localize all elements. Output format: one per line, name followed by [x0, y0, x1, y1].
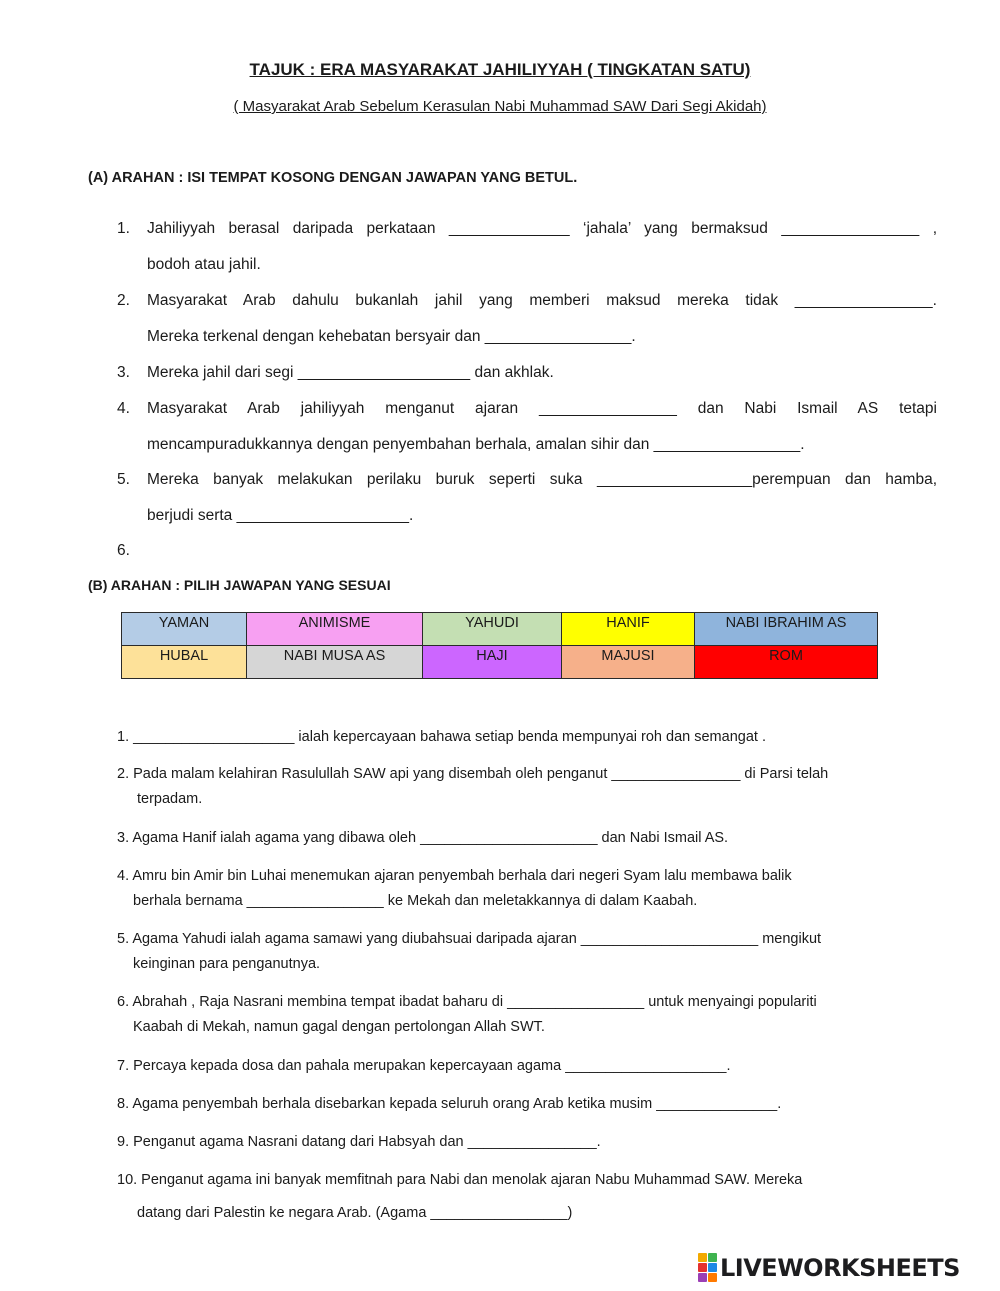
section-b-line: berhala bernama _________________ ke Mekah dan meletakkannya di dalam Kaabah. [133, 893, 698, 909]
section-b-line: 6. Abrahah , Raja Nasrani membina tempat ibadat baharu di _________________ untuk menyaingi populariti [117, 994, 817, 1010]
liveworksheets-logo [698, 1253, 960, 1282]
question-number: 4. [117, 400, 130, 417]
logo-tile [708, 1273, 717, 1282]
logo-tile [698, 1263, 707, 1272]
section-b-heading: (B) ARAHAN : PILIH JAWAPAN YANG SESUAI [88, 577, 391, 593]
answer-cell: MAJUSI [562, 646, 695, 679]
section-b-line: 4. Amru bin Amir bin Luhai menemukan ajaran penyembah berhala dari negeri Syam lalu membawa balik [117, 868, 792, 884]
section-a-line: Mereka banyak melakukan perilaku buruk seperti suka __________________perempuan dan hamba, [147, 471, 937, 488]
answer-cell: YAHUDI [423, 613, 562, 646]
page-subtitle: ( Masyarakat Arab Sebelum Kerasulan Nabi Muhammad SAW Dari Segi Akidah) [233, 98, 767, 115]
section-a-line: Jahiliyyah berasal daripada perkataan ______________ ‘jahala’ yang bermaksud ________________ , [147, 220, 937, 237]
section-b-line: 10. Penganut agama ini banyak memfitnah para Nabi dan menolak ajaran Nabu Muhammad SAW. Mereka [117, 1172, 803, 1188]
question-number: 2. [117, 292, 130, 309]
answer-cell: HUBAL [122, 646, 247, 679]
section-a-heading: (A) ARAHAN : ISI TEMPAT KOSONG DENGAN JAWAPAN YANG BETUL. [88, 170, 578, 186]
section-b-line: 1. ____________________ ialah kepercayaan bahawa setiap benda mempunyai roh dan semangat . [117, 729, 766, 745]
section-b-line: 8. Agama penyembah berhala disebarkan kepada seluruh orang Arab ketika musim _______________. [117, 1096, 782, 1112]
question-number: 5. [117, 471, 130, 488]
section-a-line: bodoh atau jahil. [147, 256, 261, 273]
section-b-line: Kaabah di Mekah, namun gagal dengan pertolongan Allah SWT. [133, 1019, 545, 1035]
section-a-line: Masyarakat Arab jahiliyyah menganut ajaran ________________ dan Nabi Ismail AS tetapi [147, 400, 937, 417]
answer-bank-table [121, 612, 878, 679]
section-a-line: Mereka jahil dari segi ____________________ dan akhlak. [147, 364, 554, 381]
logo-text: LIVEWORKSHEETS [720, 1253, 960, 1282]
section-b-line: 9. Penganut agama Nasrani datang dari Habsyah dan ________________. [117, 1134, 601, 1150]
page-title: TAJUK : ERA MASYARAKAT JAHILIYYAH ( TINGKATAN SATU) [249, 60, 751, 79]
section-b-line: 5. Agama Yahudi ialah agama samawi yang diubahsuai daripada ajaran ______________________ mengikut [117, 931, 822, 947]
section-b-line: 3. Agama Hanif ialah agama yang dibawa oleh ______________________ dan Nabi Ismail AS. [117, 830, 729, 846]
section-a-line: Mereka terkenal dengan kehebatan bersyair dan _________________. [147, 328, 636, 345]
answer-row [122, 613, 878, 646]
liveworksheets-logo-icon [698, 1253, 717, 1282]
answer-cell: ROM [695, 646, 878, 679]
logo-tile [698, 1273, 707, 1282]
section-b-line: 2. Pada malam kelahiran Rasulullah SAW api yang disembah oleh penganut ________________ di Parsi telah [117, 766, 829, 782]
section-a-line: Masyarakat Arab dahulu bukanlah jahil yang memberi maksud mereka tidak ________________. [147, 292, 937, 309]
section-b-line: terpadam. [137, 791, 203, 807]
answer-cell: ANIMISME [247, 613, 423, 646]
answer-cell: YAMAN [122, 613, 247, 646]
section-a-line: mencampuradukkannya dengan penyembahan berhala, amalan sihir dan _________________. [147, 436, 805, 453]
logo-tile [708, 1253, 717, 1262]
question-number: 6. [117, 542, 130, 559]
logo-tile [708, 1263, 717, 1272]
answer-cell: NABI MUSA AS [247, 646, 423, 679]
answer-cell: HAJI [423, 646, 562, 679]
answer-cell: NABI IBRAHIM AS [695, 613, 878, 646]
answer-row [122, 646, 878, 679]
question-number: 3. [117, 364, 130, 381]
question-number: 1. [117, 220, 130, 237]
section-a-line: berjudi serta ____________________. [147, 507, 414, 524]
answer-cell: HANIF [562, 613, 695, 646]
section-b-line: 7. Percaya kepada dosa dan pahala merupakan kepercayaan agama ____________________. [117, 1058, 731, 1074]
section-b-line: keinginan para penganutnya. [133, 956, 321, 972]
logo-tile [698, 1253, 707, 1262]
section-b-line: datang dari Palestin ke negara Arab. (Agama _________________) [137, 1205, 573, 1221]
